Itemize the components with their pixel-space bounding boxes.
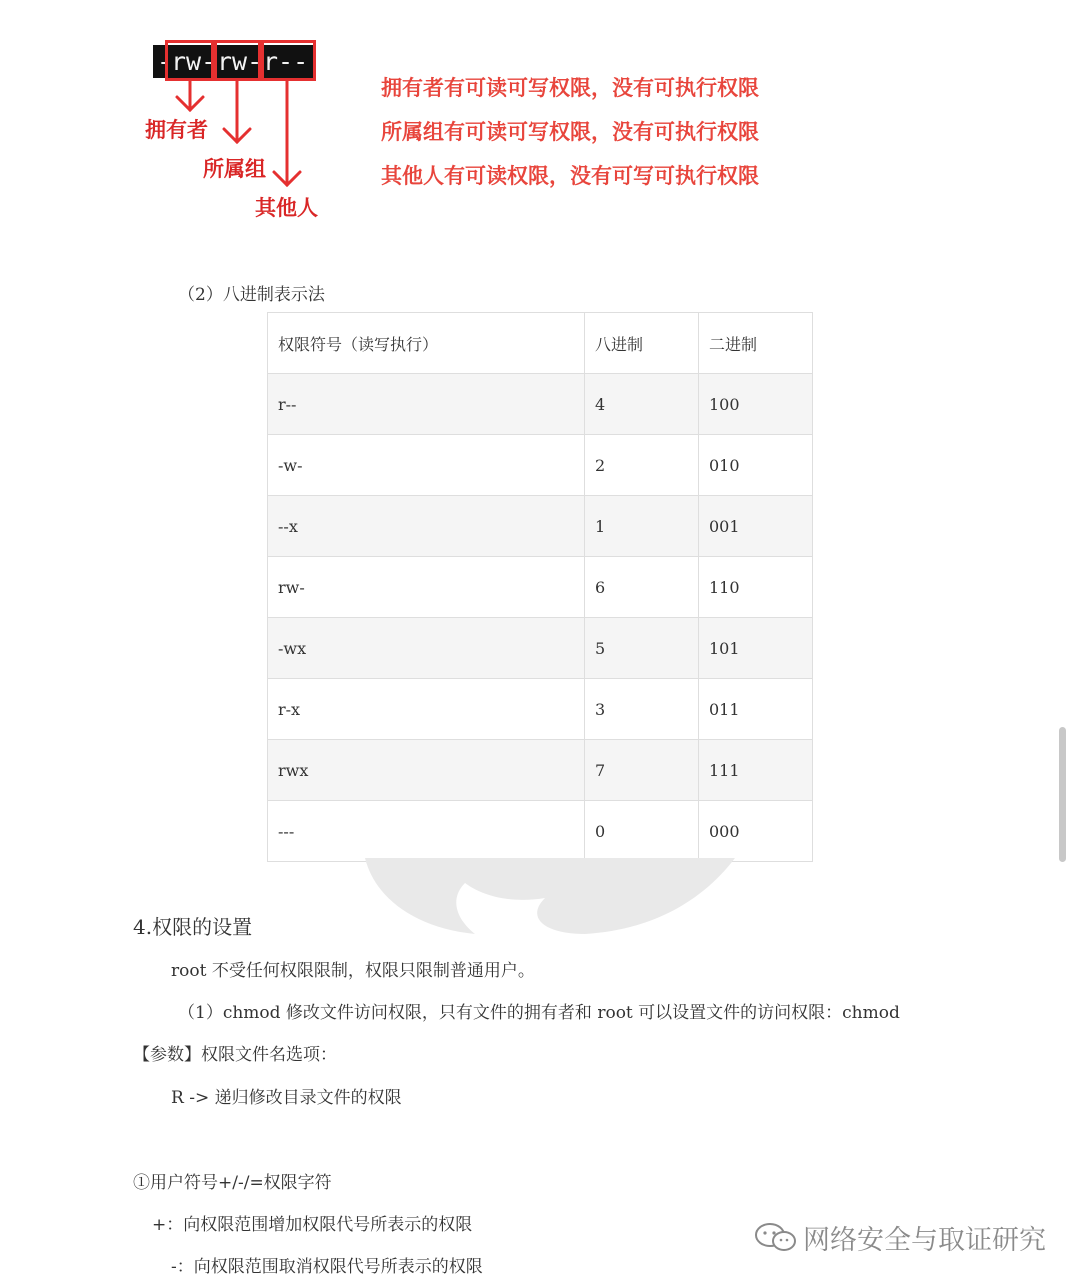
section-title-octal: （2）八进制表示法 (178, 285, 325, 305)
plus-operator-line: +：向权限范围增加权限代号所表示的权限 (152, 1215, 473, 1235)
table-row (268, 740, 813, 801)
table-cell: 100 (699, 374, 813, 435)
table-cell: 011 (699, 679, 813, 740)
table-row (268, 618, 813, 679)
table-row (268, 374, 813, 435)
table-cell: 010 (699, 435, 813, 496)
table-cell: 4 (585, 374, 699, 435)
table-cell: 3 (585, 679, 699, 740)
perm-type-char: - (157, 47, 173, 76)
table-cell: 2 (585, 435, 699, 496)
group-label: 所属组 (203, 157, 266, 181)
table-cell: 0 (585, 801, 699, 862)
chmod-description: （1）chmod 修改文件访问权限，只有文件的拥有者和 root 可以设置文件的访问权限：chmod (178, 1003, 900, 1023)
table-cell: 6 (585, 557, 699, 618)
header-cell: 权限符号（读写执行） (268, 313, 585, 374)
table-cell: 1 (585, 496, 699, 557)
params-line: 【参数】权限文件名选项： (133, 1045, 337, 1065)
table-row (268, 801, 813, 862)
table-cell: -w- (268, 435, 585, 496)
table-cell: r-- (268, 374, 585, 435)
watermark-text: 网络安全与取证研究 (803, 1225, 1046, 1256)
perm-other: r-- (263, 47, 309, 76)
root-note: root 不受任何权限限制，权限只限制普通用户。 (171, 961, 535, 981)
user-symbol-item: ①用户符号+/-/=权限字符 (133, 1173, 332, 1193)
table-cell: 110 (699, 557, 813, 618)
table-cell: 000 (699, 801, 813, 862)
table-cell: 001 (699, 496, 813, 557)
table-row (268, 679, 813, 740)
group-description: 所属组有可读可写权限，没有可执行权限 (381, 120, 759, 144)
other-description: 其他人有可读权限，没有可写可执行权限 (381, 164, 759, 188)
octal-permission-table (267, 312, 813, 862)
table-cell: 7 (585, 740, 699, 801)
perm-group: rw- (217, 47, 263, 76)
table-cell: --- (268, 801, 585, 862)
owner-label: 拥有者 (145, 118, 208, 142)
table-row (268, 435, 813, 496)
table-row (268, 496, 813, 557)
minus-operator-line: -：向权限范围取消权限代号所表示的权限 (171, 1257, 483, 1277)
header-cell: 二进制 (699, 313, 813, 374)
section-heading-permission-settings: 4.权限的设置 (133, 915, 253, 939)
vertical-scrollbar[interactable] (1059, 727, 1066, 862)
table-cell: --x (268, 496, 585, 557)
table-header-row (268, 313, 813, 374)
table-cell: rw- (268, 557, 585, 618)
table-cell: rwx (268, 740, 585, 801)
header-cell: 八进制 (585, 313, 699, 374)
table-cell: 5 (585, 618, 699, 679)
table-cell: 101 (699, 618, 813, 679)
wechat-icon (754, 1222, 798, 1252)
owner-description: 拥有者有可读可写权限，没有可执行权限 (381, 76, 759, 100)
table-cell: -wx (268, 618, 585, 679)
recursive-option: R -> 递归修改目录文件的权限 (171, 1088, 402, 1108)
background-emblem-decoration (355, 858, 775, 938)
table-row (268, 557, 813, 618)
table-cell: r-x (268, 679, 585, 740)
other-label: 其他人 (255, 196, 318, 220)
table-cell: 111 (699, 740, 813, 801)
perm-owner: rw- (171, 47, 217, 76)
